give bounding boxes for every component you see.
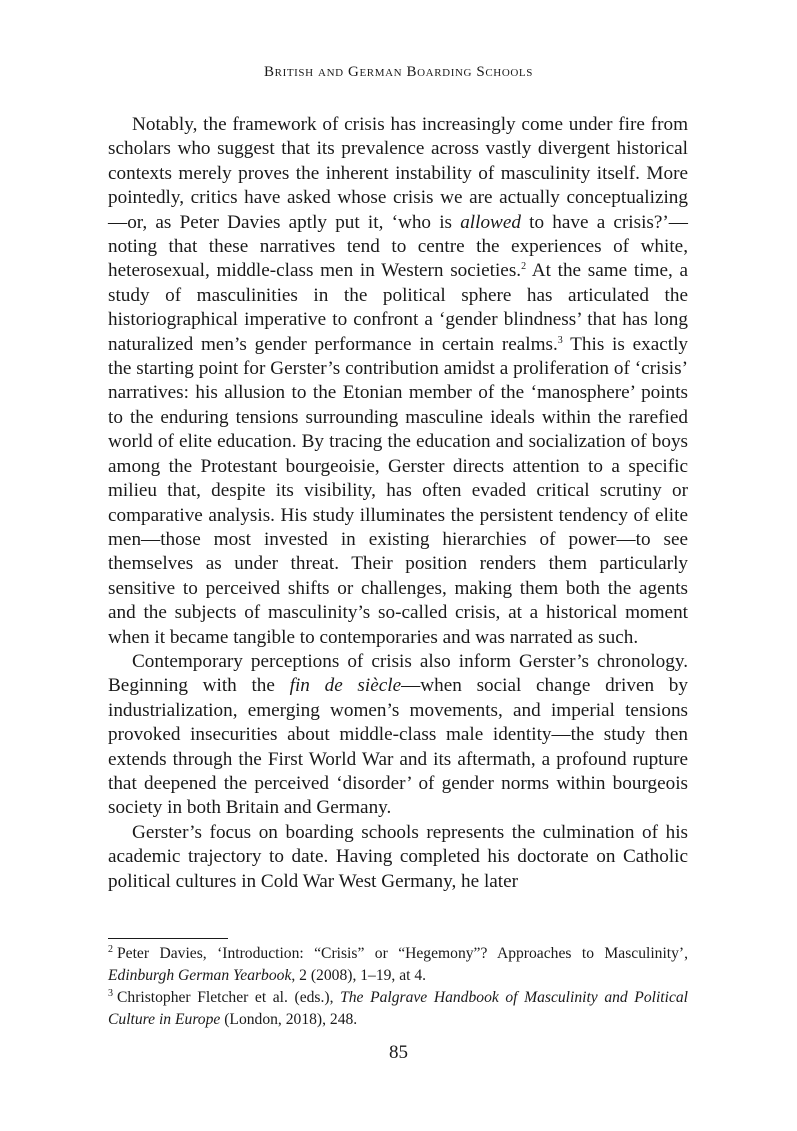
- paragraph-2-italic: fin de siècle: [289, 675, 402, 697]
- footnote-number: 3: [108, 988, 113, 999]
- paragraph-1-text-c: At the same time, a study of masculinities in the political sphere has articulated the historiographical imperative to confront a ‘gender blindness’ that has long naturalized men’s gender performance in certain realms.: [108, 260, 688, 355]
- paragraph-2: [108, 650, 688, 821]
- footnote-3: [108, 987, 688, 1031]
- running-head: British and German Boarding Schools: [264, 64, 533, 80]
- paragraph-1-italic: allowed: [460, 211, 521, 233]
- footnote-italic: The Palgrave Handbook of Masculinity and Political Culture in Europe: [108, 989, 689, 1028]
- footnote-number: 2: [108, 944, 113, 955]
- paragraph-3: Gerster’s focus on boarding schools represents the culmination of his academic trajectory to date. Having completed his doctorate on Catholic political cultures in Cold War West Germany, he later: [108, 821, 688, 892]
- page-number: 85: [389, 1042, 408, 1063]
- footnote-text-b: , 2 (2008), 1–19, at 4.: [291, 967, 427, 984]
- body-text: [108, 113, 688, 894]
- footnote-2: [108, 943, 688, 987]
- footnote-text-a: Peter Davies, ‘Introduction: “Crisis” or “Hegemony”? Approaches to Masculinity’,: [117, 945, 688, 962]
- footnote-ref-3[interactable]: 3: [557, 334, 563, 346]
- footnote-text-a: Christopher Fletcher et al. (eds.),: [117, 989, 341, 1006]
- paragraph-1-text-b: to have a crisis?’—noting that these narratives tend to centre the experiences of white, heterosexual, middle-class men in Western societies.: [108, 211, 688, 282]
- paragraph-1: [108, 113, 688, 650]
- footnote-rule: [108, 938, 228, 939]
- footnote-italic: Edinburgh German Yearbook: [108, 967, 292, 984]
- footnotes: [108, 943, 688, 1031]
- paragraph-2-text-b: —when social change driven by industrialization, emerging women’s movements, and imperial tensions provoked insecurities about middle-class male identity—the study then extends through the First World War and its aftermath, a profound rupture that deepened the perceived ‘disorder’ of gender norms within bourgeois society in both Britain and Germany.: [108, 675, 688, 819]
- paragraph-2-text-a: Contemporary perceptions of crisis also inform Gerster’s chronology. Beginning with the: [108, 650, 688, 697]
- paragraph-1-text-d: This is exactly the starting point for Gerster’s contribution amidst a proliferation of ‘crisis’ narratives: his allusion to the Etonian member of the ‘manosphere’ points to the enduring tensions surrounding masculine ideals within the rarefied world of elite education. By tracing the education and socialization of boys among the Protestant bourgeoisie, Gerster directs attention to a specific milieu that, despite its visibility, has often evaded critical scrutiny or comparative analysis. His study illuminates the persistent tendency of elite men—those most invested in existing hierarchies of power—to see themselves as under threat. Their position renders them particularly sensitive to perceived shifts or challenges, making them both the agents and the subjects of masculinity’s so-called crisis, at a historical moment when it became tangible to contemporaries and was narrated as such.: [108, 333, 688, 648]
- footnote-text-b: (London, 2018), 248.: [220, 1011, 358, 1028]
- paragraph-1-text-a: Notably, the framework of crisis has increasingly come under fire from scholars who suggest that its prevalence across vastly divergent historical contexts merely proves the inherent instability of masculinity itself. More pointedly, critics have asked whose crisis we are actually conceptualizing—or, as Peter Davies aptly put it, ‘who is: [108, 114, 688, 233]
- footnote-ref-2[interactable]: 2: [521, 261, 527, 273]
